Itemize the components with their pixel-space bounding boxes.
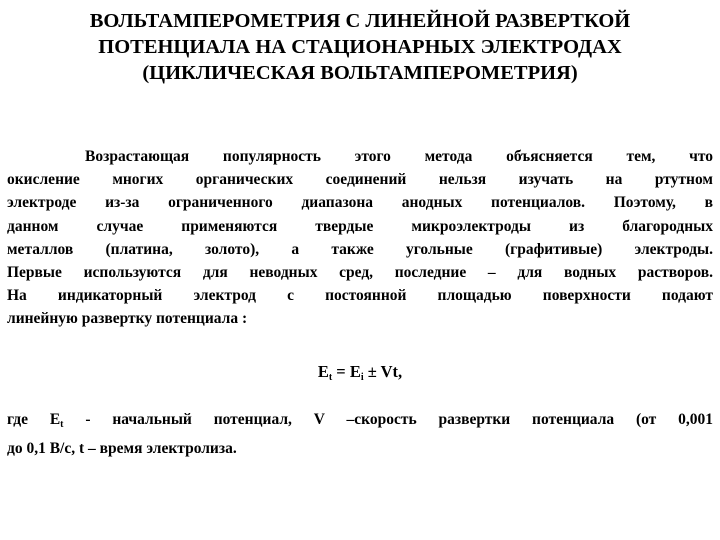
- formula-operator: ±: [363, 362, 381, 381]
- where-prefix: где E: [7, 411, 61, 428]
- paragraph-line: металлов (платина, золото), а также угольные (графитивые) электроды.: [7, 240, 713, 258]
- formula-equals: =: [332, 362, 350, 381]
- formula-lhs-subscript: t: [328, 372, 333, 383]
- formula-term: Vt,: [380, 362, 403, 381]
- paragraph-line: данном случае применяются твердые микроэлектроды из благородных: [7, 217, 713, 235]
- body-paragraph: [7, 145, 713, 331]
- where-line-2: до 0,1 В/с, t – время электролиза.: [7, 440, 237, 457]
- formula-rhs-subscript: i: [360, 372, 364, 383]
- slide-title: [20, 8, 700, 86]
- where-prefix-subscript: t: [60, 419, 64, 430]
- where-line-1: [7, 408, 713, 437]
- formula-rhs: E: [349, 362, 361, 381]
- where-explanation: [7, 408, 713, 461]
- title-line-2: ПОТЕНЦИАЛА НА СТАЦИОНАРНЫХ ЭЛЕКТРОДАХ: [98, 36, 622, 58]
- title-line-3: (ЦИКЛИЧЕСКАЯ ВОЛЬТАМПЕРОМЕТРИЯ): [142, 62, 578, 84]
- title-line-1: ВОЛЬТАМПЕРОМЕТРИЯ С ЛИНЕЙНОЙ РАЗВЕРТКОЙ: [89, 10, 631, 32]
- formula: [0, 360, 720, 390]
- paragraph-line: окисление многих органических соединений нельзя изучать на ртутном: [7, 171, 713, 189]
- paragraph-line: Возрастающая популярность этого метода объясняется тем, что: [85, 148, 713, 165]
- where-line-1-rest: - начальный потенциал, V –скорость развертки потенциала (от 0,001: [63, 411, 713, 428]
- paragraph-line: линейную развертку потенциала :: [7, 310, 248, 328]
- paragraph-line: электроде из-за ограниченного диапазона анодных потенциалов. Поэтому, в: [7, 194, 713, 212]
- paragraph-line: Первые используются для неводных сред, последние – для водных растворов.: [7, 264, 713, 282]
- paragraph-line: На индикаторный электрод с постоянной площадью поверхности подают: [7, 287, 713, 305]
- formula-lhs: E: [317, 362, 329, 381]
